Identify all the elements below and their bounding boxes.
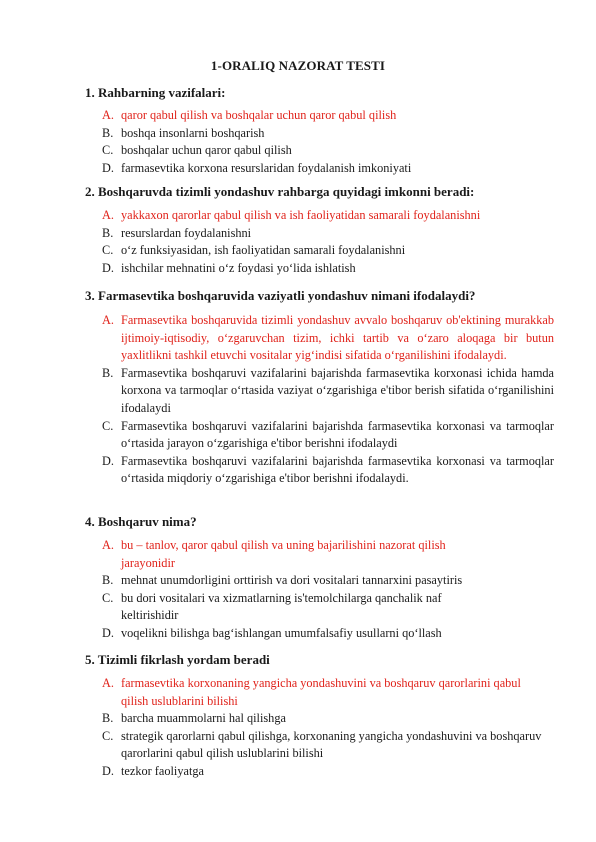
option-2c[interactable]: C. o‘z funksiyasidan, ish faoliyatidan samarali foydalanishni: [102, 243, 406, 258]
option-5a[interactable]: A. farmasevtika korxonaning yangicha yondashuvini va boshqaruv qarorlarini qabul qilish uslublarini bilishi: [102, 676, 521, 708]
option-4d[interactable]: D. voqelikni bilishga bag‘ishlangan umumfalsafiy usullarni qo‘llash: [102, 625, 442, 640]
question-2: 2. Boshqaruvda tizimli yondashuv rahbarga quyidagi imkonni beradi:: [85, 184, 475, 199]
question-1-options: [102, 107, 512, 177]
option-3c[interactable]: C. Farmasevtika boshqaruvi vazifalarini bajarishda farmasevtika korxonasi va tarmoqlar o‘rtasida jarayon o‘zgarishiga e'tibor berishni ifodalaydi: [102, 418, 554, 451]
question-4-options: [102, 537, 497, 643]
option-4c[interactable]: C. bu dori vositalari va xizmatlarning is'temolchilarga qanchalik naf keltirishidir: [102, 590, 442, 623]
option-3d[interactable]: D. Farmasevtika boshqaruvi vazifalarini bajarishda farmasevtika korxonasi va tarmoqlar o‘rtasida miqdoriy o‘zgarishiga e'tibor berishni ifodalaydi.: [102, 453, 554, 486]
option-1b[interactable]: B. boshqa insonlarni boshqarish: [102, 125, 265, 140]
option-2b[interactable]: B. resurslardan foydalanishni: [102, 225, 252, 240]
page-title: 1-ORALIQ NAZORAT TESTI: [210, 58, 386, 73]
option-5d[interactable]: D. tezkor faoliyatga: [102, 763, 204, 778]
option-4b[interactable]: B. mehnat unumdorligini orttirish va dori vositalari tannarxini pasaytiris: [102, 573, 463, 588]
question-5-options: [102, 675, 547, 781]
question-4: 4. Boshqaruv nima?: [85, 514, 197, 529]
option-5c[interactable]: C. strategik qarorlarni qabul qilishga, korxonaning yangicha yondashuvini va boshqaruv qarorlarini qabul qilish uslublarini bilishi: [102, 728, 542, 761]
question-5: 5. Tizimli fikrlash yordam beradi: [85, 652, 270, 667]
option-3b[interactable]: B. Farmasevtika boshqaruvi vazifalarini bajarishda farmasevtika korxonasi ichida hamda korxona va tarmoqlar o‘rtasida vaziyat o‘zgarishiga e'tibor berish sifatida o‘rganilishini ifodalaydi: [102, 365, 554, 415]
option-1d[interactable]: D. farmasevtika korxona resurslaridan foydalanish imkoniyati: [102, 160, 412, 175]
option-3a[interactable]: A. Farmasevtika boshqaruvida tizimli yondashuv avvalo boshqaruv ob'ektining murakkab ijtimoiy-iqtisodiy, o‘zgaruvchan tizim, ichki tartib va o‘zaro aloqaga bir butun yaxlitlikni tashkil etuvchi vositalar yig‘indisi sifatida o‘rganilishini ifodalaydi.: [102, 313, 554, 363]
option-1a[interactable]: A. qaror qabul qilish va boshqalar uchun qaror qabul qilish: [102, 108, 397, 122]
option-2d[interactable]: D. ishchilar mehnatini o‘z foydasi yo‘lida ishlatish: [102, 260, 356, 275]
option-5b[interactable]: B. barcha muammolarni hal qilishga: [102, 711, 286, 726]
option-1c[interactable]: C. boshqalar uchun qaror qabul qilish: [102, 143, 292, 158]
question-3-options: [102, 312, 554, 488]
option-2a[interactable]: A. yakkaxon qarorlar qabul qilish va ish faoliyatidan samarali foydalanishni: [102, 208, 481, 222]
question-2-options: [102, 207, 542, 277]
question-3: 3. Farmasevtika boshqaruvida vaziyatli yondashuv nimani ifodalaydi?: [85, 288, 476, 303]
question-1: 1. Rahbarning vazifalari:: [85, 85, 226, 100]
option-4a[interactable]: A. bu – tanlov, qaror qabul qilish va uning bajarilishini nazorat qilish jarayonidir: [102, 538, 446, 570]
